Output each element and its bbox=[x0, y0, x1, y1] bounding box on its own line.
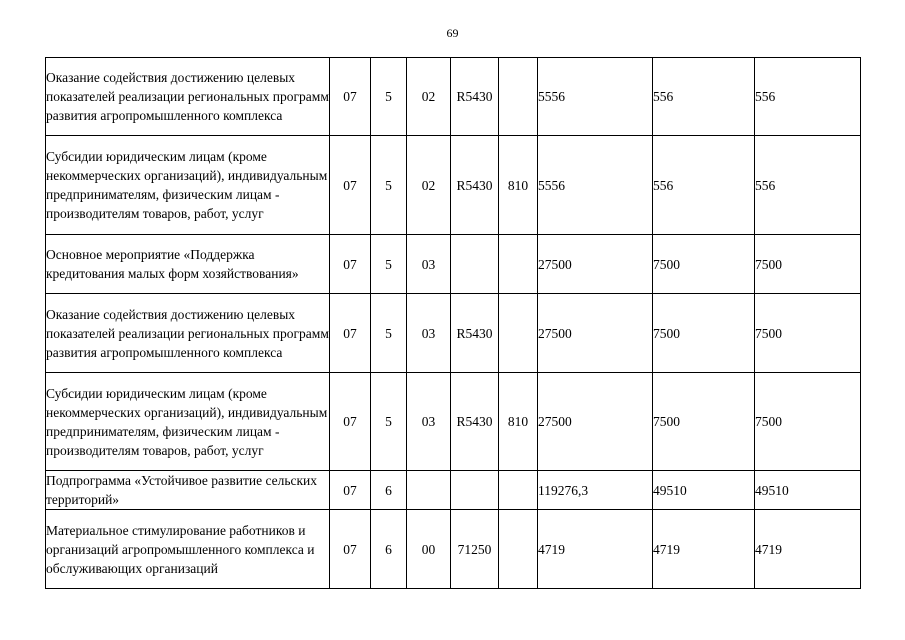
expense-type-code bbox=[499, 471, 538, 510]
target-article-code bbox=[451, 235, 499, 294]
amount-year-2: 7500 bbox=[653, 373, 755, 471]
program-code: 5 bbox=[371, 294, 407, 373]
subprogram-code: 02 bbox=[407, 136, 451, 235]
page-number: 69 bbox=[446, 26, 459, 40]
table-row bbox=[46, 136, 861, 235]
table-row bbox=[46, 471, 861, 510]
table-row bbox=[46, 58, 861, 136]
amount-year-3: 556 bbox=[755, 136, 861, 235]
amount-year-3: 4719 bbox=[755, 510, 861, 589]
amount-year-3: 7500 bbox=[755, 235, 861, 294]
amount-year-3: 7500 bbox=[755, 373, 861, 471]
amount-year-2: 7500 bbox=[653, 294, 755, 373]
amount-year-1: 27500 bbox=[538, 294, 653, 373]
section-code: 07 bbox=[330, 58, 371, 136]
expense-type-code bbox=[499, 58, 538, 136]
amount-year-3: 7500 bbox=[755, 294, 861, 373]
section-code: 07 bbox=[330, 510, 371, 589]
subprogram-code: 03 bbox=[407, 373, 451, 471]
section-code: 07 bbox=[330, 235, 371, 294]
row-name: Субсидии юридическим лицам (кроме некоммерческих организаций), индивидуальным предпринимателям, физическим лицам - производителям товаров, работ, услуг bbox=[46, 373, 330, 471]
budget-table bbox=[45, 57, 861, 589]
amount-year-2: 556 bbox=[653, 136, 755, 235]
expense-type-code bbox=[499, 294, 538, 373]
section-code: 07 bbox=[330, 294, 371, 373]
expense-type-code bbox=[499, 235, 538, 294]
program-code: 5 bbox=[371, 235, 407, 294]
amount-year-1: 27500 bbox=[538, 373, 653, 471]
program-code: 6 bbox=[371, 510, 407, 589]
table-row bbox=[46, 373, 861, 471]
amount-year-3: 556 bbox=[755, 58, 861, 136]
expense-type-code: 810 bbox=[499, 136, 538, 235]
amount-year-2: 556 bbox=[653, 58, 755, 136]
expense-type-code: 810 bbox=[499, 373, 538, 471]
subprogram-code bbox=[407, 471, 451, 510]
target-article-code: R5430 bbox=[451, 373, 499, 471]
row-name: Субсидии юридическим лицам (кроме некоммерческих организаций), индивидуальным предпринимателям, физическим лицам - производителям товаров, работ, услуг bbox=[46, 136, 330, 235]
section-code: 07 bbox=[330, 136, 371, 235]
table-row bbox=[46, 294, 861, 373]
program-code: 6 bbox=[371, 471, 407, 510]
row-name: Подпрограмма «Устойчивое развитие сельских территорий» bbox=[46, 471, 330, 510]
row-name: Основное мероприятие «Поддержка кредитования малых форм хозяйствования» bbox=[46, 235, 330, 294]
amount-year-2: 7500 bbox=[653, 235, 755, 294]
table-row bbox=[46, 510, 861, 589]
program-code: 5 bbox=[371, 136, 407, 235]
program-code: 5 bbox=[371, 58, 407, 136]
amount-year-1: 5556 bbox=[538, 58, 653, 136]
amount-year-3: 49510 bbox=[755, 471, 861, 510]
subprogram-code: 02 bbox=[407, 58, 451, 136]
amount-year-1: 27500 bbox=[538, 235, 653, 294]
target-article-code: R5430 bbox=[451, 136, 499, 235]
amount-year-1: 4719 bbox=[538, 510, 653, 589]
subprogram-code: 03 bbox=[407, 294, 451, 373]
row-name: Оказание содействия достижению целевых показателей реализации региональных программ развития агропромышленного комплекса bbox=[46, 294, 330, 373]
subprogram-code: 03 bbox=[407, 235, 451, 294]
subprogram-code: 00 bbox=[407, 510, 451, 589]
row-name: Материальное стимулирование работников и организаций агропромышленного комплекса и обслуживающих организаций bbox=[46, 510, 330, 589]
target-article-code bbox=[451, 471, 499, 510]
amount-year-1: 119276,3 bbox=[538, 471, 653, 510]
target-article-code: 71250 bbox=[451, 510, 499, 589]
table-row bbox=[46, 235, 861, 294]
target-article-code: R5430 bbox=[451, 58, 499, 136]
program-code: 5 bbox=[371, 373, 407, 471]
amount-year-1: 5556 bbox=[538, 136, 653, 235]
target-article-code: R5430 bbox=[451, 294, 499, 373]
section-code: 07 bbox=[330, 471, 371, 510]
amount-year-2: 4719 bbox=[653, 510, 755, 589]
amount-year-2: 49510 bbox=[653, 471, 755, 510]
row-name: Оказание содействия достижению целевых показателей реализации региональных программ развития агропромышленного комплекса bbox=[46, 58, 330, 136]
section-code: 07 bbox=[330, 373, 371, 471]
expense-type-code bbox=[499, 510, 538, 589]
